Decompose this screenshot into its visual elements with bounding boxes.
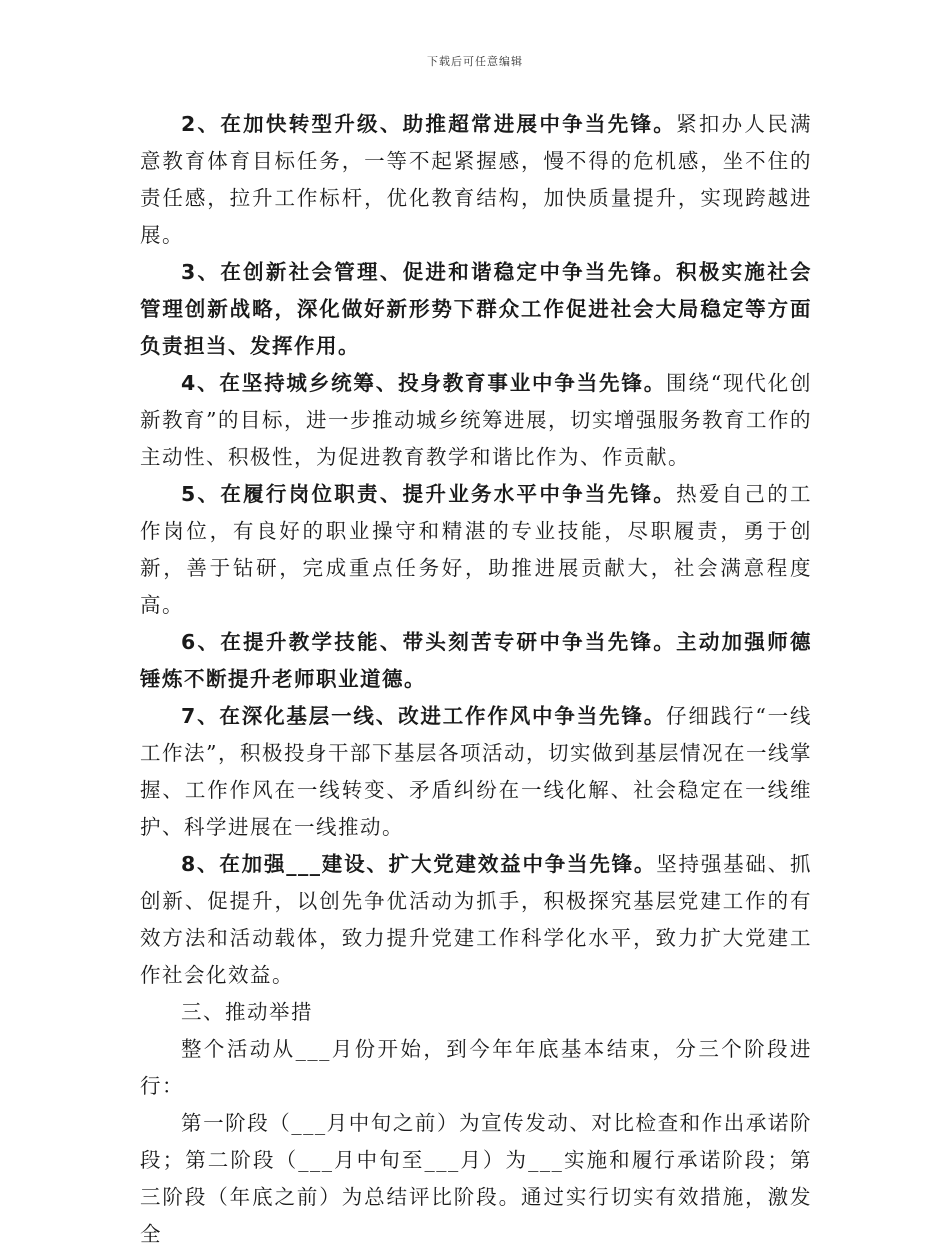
paragraph-8 — [140, 846, 812, 994]
paragraph-phases: 第一阶段（___月中旬之前）为宣传发动、对比检查和作出承诺阶段；第二阶段（___月中旬至___月）为___实施和履行承诺阶段；第三阶段（年底之前）为总结评比阶段。通过实行切实有效措施，激发全 — [140, 1111, 812, 1246]
paragraph-heading: 8、在加强___建设、扩大党建效益中争当先锋。 — [181, 852, 657, 876]
paragraph-schedule: 整个活动从___月份开始，到今年年底基本结束，分三个阶段进行： — [140, 1037, 812, 1098]
page-header: 下载后可任意编辑 — [427, 55, 523, 68]
paragraph-text: 热爱自己的工作岗位，有良好的职业操守和精湛的专业技能，尽职履责，勇于创新，善于钻研，完成重点任务好，助推进展贡献大，社会满意程度高。 — [140, 482, 813, 617]
paragraph-3 — [140, 254, 812, 365]
paragraph-text: 坚持强基础、抓创新、促提升，以创先争优活动为抓手，积极探究基层党建工作的有效方法和活动载体，致力提升党建工作科学化水平，致力扩大党建工作社会化效益。 — [140, 852, 813, 987]
paragraph-heading: 4、在坚持城乡统筹、投身教育事业中争当先锋。 — [181, 371, 667, 395]
paragraph-6 — [140, 624, 812, 698]
paragraph-5 — [140, 476, 812, 624]
section-title: 三、推动举措 — [181, 1000, 313, 1024]
paragraph-text: 仔细践行“一线工作法”，积极投身干部下基层各项活动，切实做到基层情况在一线掌握、工作作风在一线转变、矛盾纠纷在一线化解、社会稳定在一线维护、科学进展在一线推动。 — [140, 704, 812, 839]
paragraph-heading: 5、在履行岗位职责、提升业务水平中争当先锋。 — [181, 482, 677, 506]
document-body — [140, 106, 812, 1253]
paragraph-7 — [140, 698, 812, 846]
paragraph-4 — [140, 365, 812, 476]
paragraph-heading: 2、在加快转型升级、助推超常进展中争当先锋。 — [181, 112, 677, 136]
paragraph-text: 围绕“现代化创新教育”的目标，进一步推动城乡统筹进展，切实增强服务教育工作的主动性、积极性，为促进教育教学和谐比作为、作贡献。 — [140, 371, 812, 469]
paragraph-2 — [140, 106, 812, 254]
paragraph-heading: 7、在深化基层一线、改进工作作风中争当先锋。 — [181, 704, 667, 728]
paragraph-heading: 3、在创新社会管理、促进和谐稳定中争当先锋。积极实施社会管理创新战略，深化做好新形势下群众工作促进社会大局稳定等方面负责担当、发挥作用。 — [140, 260, 812, 358]
paragraph-text: 紧扣办人民满意教育体育目标任务，一等不起紧握感，慢不得的危机感，坐不住的责任感，拉升工作标杆，优化教育结构，加快质量提升，实现跨越进展。 — [140, 112, 813, 247]
paragraph-heading: 6、在提升教学技能、带头刻苦专研中争当先锋。主动加强师德锤炼不断提升老师职业道德。 — [140, 630, 812, 691]
